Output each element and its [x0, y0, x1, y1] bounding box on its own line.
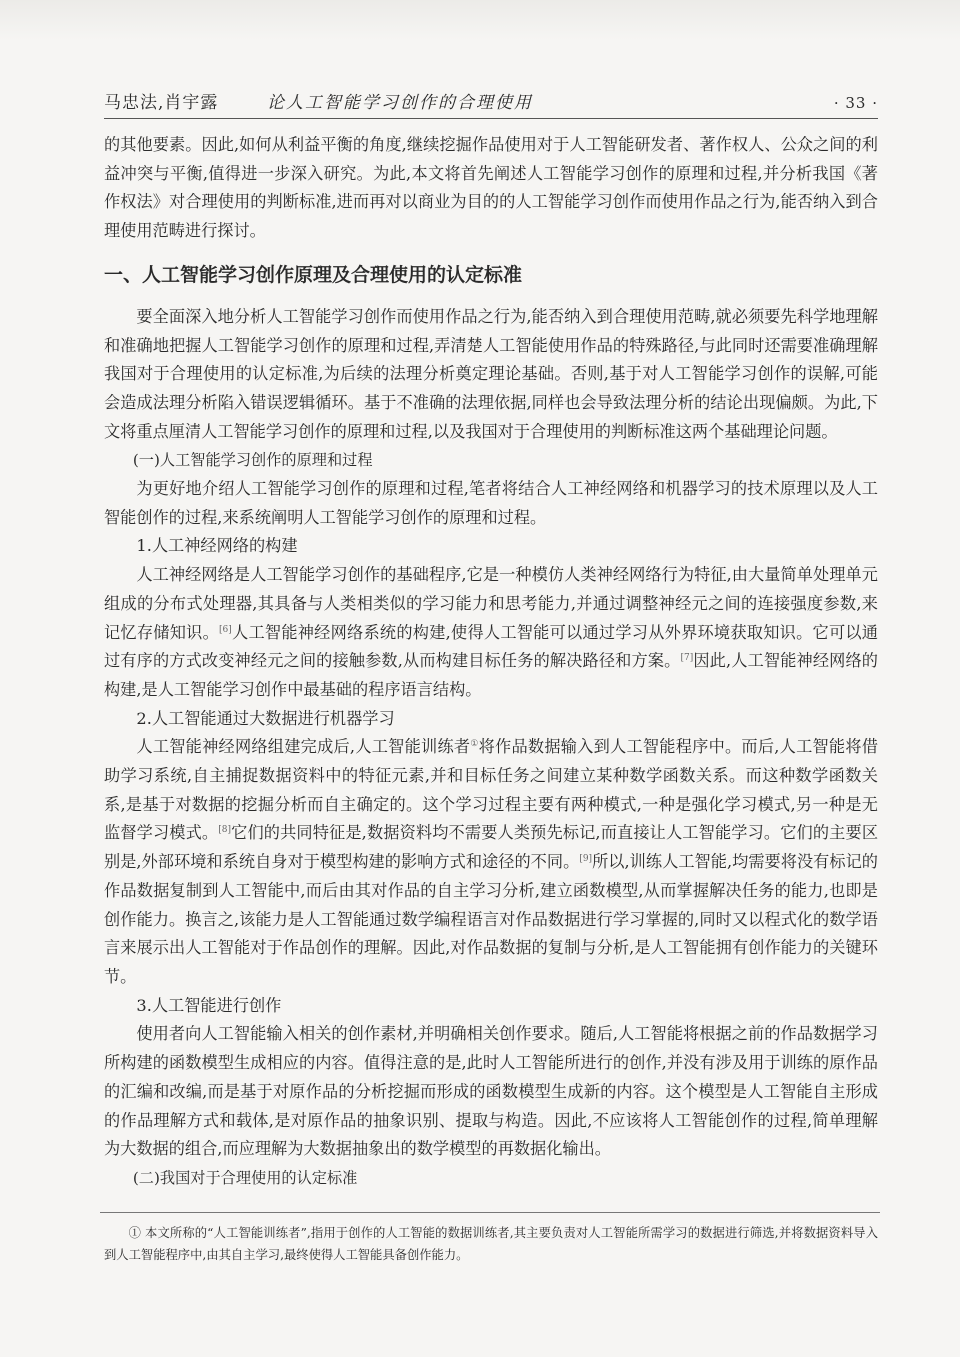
item-1-text-c: 因此,人工智能神经网络的构建,是人工智能学习创作中最基础的程序语言结构。 [104, 651, 878, 699]
item-3-paragraph: 使用者向人工智能输入相关的创作素材,并明确相关创作要求。随后,人工智能将根据之前的作品数据学习所构建的函数模型生成相应的内容。值得注意的是,此时人工智能所进行的创作,并没有涉及用于训练的原作品的汇编和改编,而是基于对原作品的分析挖掘而形成的函数模型生成新的内容。这个模型是人工智能自主形成的作品理解方式和载体,是对原作品的抽象识别、提取与构造。因此,不应该将人工智能创作的过程,简单理解为大数据的组合,而应理解为大数据抽象出的数学模型的再数据化输出。 [104, 1024, 878, 1159]
body-text [104, 131, 878, 1193]
subsection-1-paragraph: 为更好地介绍人工智能学习创作的原理和过程,笔者将结合人工神经网络和机器学习的技术原理以及人工智能创作的过程,来系统阐明人工智能学习创作的原理和过程。 [104, 479, 878, 527]
item-2-text-c: 它们的共同特征是,数据资料均不需要人类预先标记,而直接让人工智能学习。它们的主要区别是,外部环境和系统自身对于模型构建的影响方式和途径的不同。 [104, 823, 879, 872]
item-1-heading: 1.人工神经网络的构建 [136, 536, 298, 556]
subsection-2-heading: (二)我国对于合理使用的认定标准 [132, 1168, 358, 1187]
item-1-text-a: 人工神经网络是人工智能学习创作的基础程序,它是一种模仿人类神经网络行为特征,由大量简单处理单元组成的分布式处理器,其具备与人类相类似的学习能力和思考能力,并通过调整神经元之间的连接强度参数,来记忆存储知识。 [104, 565, 878, 642]
intro-continuation-paragraph: 的其他要素。因此,如何从利益平衡的角度,继续挖掘作品使用对于人工智能研发者、著作权人、公众之间的利益冲突与平衡,值得进一步深入研究。为此,本文将首先阐述人工智能学习创作的原理和过程,并分析我国《著作权法》对合理使用的判断标准,进而再对以商业为目的的人工智能学习创作而使用作品之行为,能否纳入到合理使用范畴进行探讨。 [104, 135, 878, 241]
header-authors: 马忠法,肖宇露 [104, 93, 219, 113]
running-header [104, 90, 878, 119]
item-1-text-b: 人工智能神经网络系统的构建,使得人工智能可以通过学习从外界环境获取知识。它可以通过有序的方式改变神经元之间的接触参数,从而构建目标任务的解决路径和方案。 [104, 622, 878, 671]
header-article-title: 论人工智能学习创作的合理使用 [267, 93, 533, 113]
citation-8: [8] [218, 825, 231, 836]
item-2-text-a: 人工智能神经网络组建完成后,人工智能训练者 [136, 737, 471, 757]
footnote-1: ① 本文所称的“人工智能训练者”,指用于创作的人工智能的数据训练者,其主要负责对人工智能所需学习的数据进行筛选,并将数据资料导入到人工智能程序中,由其自主学习,最终使得人工智能具备创作能力。 [104, 1226, 878, 1262]
citation-9: [9] [579, 854, 593, 865]
header-page-number: · 33 · [833, 94, 878, 112]
item-2-text-d: 所以,训练人工智能,均需要将没有标记的作品数据复制到人工智能中,而后由其对作品的自主学习分析,建立函数模型,从而掌握解决任务的能力,也即是创作能力。换言之,该能力是人工智能通过数学编程语言对作品数据进行学习掌握的,同时又以程式化的数学语言来展示出人工智能对于作品创作的理解。因此,对作品数据的复制与分析,是人工智能拥有创作能力的关键环节。 [104, 852, 878, 986]
citation-6: [6] [219, 624, 232, 635]
item-1-paragraph [104, 561, 878, 705]
item-3-heading: 3.人工智能进行创作 [136, 995, 282, 1015]
section-1-paragraph: 要全面深入地分析人工智能学习创作而使用作品之行为,能否纳入到合理使用范畴,就必须要先科学地理解和准确地把握人工智能学习创作的原理和过程,弄清楚人工智能使用作品的特殊路径,与此同时还需要准确理解我国对于合理使用的认定标准,为后续的法理分析奠定理论基础。否则,基于对人工智能学习创作的误解,可能会造成法理分析陷入错误逻辑循环。基于不准确的法理依据,同样也会导致法理分析的结论出现偏颇。为此,下文将重点厘清人工智能学习创作的原理和过程,以及我国对于合理使用的判断标准这两个基础理论问题。 [104, 306, 878, 441]
section-1-heading: 一、人工智能学习创作原理及合理使用的认定标准 [104, 263, 523, 286]
subsection-1-heading: (一)人工智能学习创作的原理和过程 [132, 451, 373, 470]
top-scan-edge [0, 0, 960, 40]
footnote-marker: ① [470, 739, 479, 750]
citation-7: [7] [680, 653, 694, 664]
item-2-text-b: 将作品数据输入到人工智能程序中。而后,人工智能将借助学习系统,自主捕捉数据资料中的特征元素,并和目标任务之间建立某种数学函数关系。而这种数学函数关系,是基于对数据的挖掘分析而自主确定的。这个学习过程主要有两种模式,一种是强化学习模式,另一种是无监督学习模式。 [104, 737, 878, 843]
footnote-divider [100, 1212, 880, 1213]
item-2-paragraph [104, 733, 878, 991]
item-2-heading: 2.人工智能通过大数据进行机器学习 [136, 708, 395, 728]
